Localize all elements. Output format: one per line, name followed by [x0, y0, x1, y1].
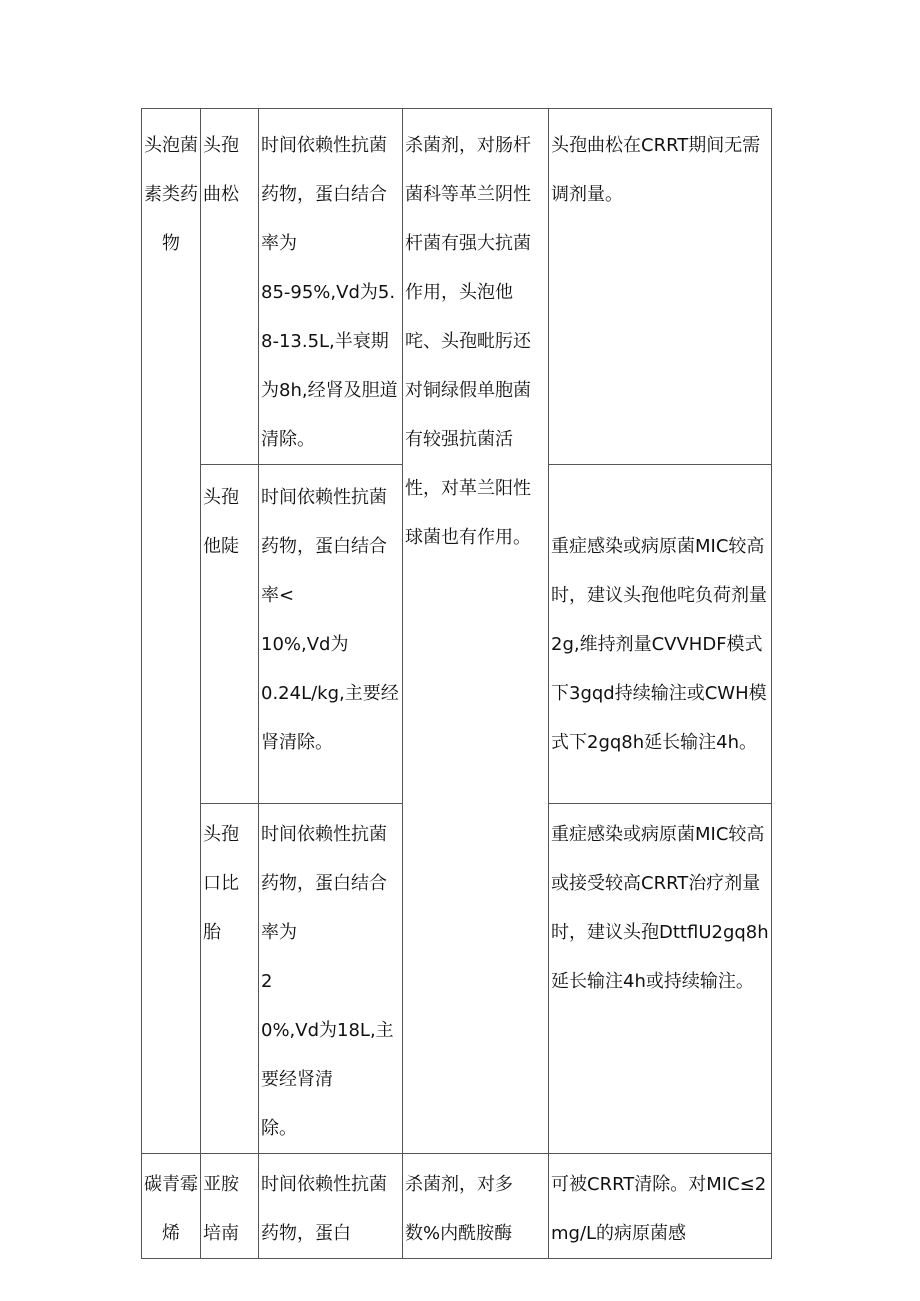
table-row — [142, 109, 772, 465]
crrt-dosing-cell — [549, 1154, 772, 1259]
drug-name-cell — [201, 1154, 259, 1259]
pharmacokinetics-text: 0.24L/kg,主要经肾清除。 — [261, 683, 399, 753]
drug-name-cell — [201, 465, 259, 804]
drug-category: 碳青霉烯 — [144, 1174, 198, 1244]
pharmacokinetics-text: 2 — [261, 971, 273, 992]
table-row — [142, 1154, 772, 1259]
pharmacokinetics-text: 时间依赖性抗菌药物，蛋白结合率< — [261, 487, 387, 606]
pharmacokinetics-text: 85-95%,Vd为5. — [261, 282, 396, 303]
antibacterial-spectrum-cell — [403, 1154, 549, 1259]
pharmacokinetics-text: 0%,Vd为18L,主要经肾清 — [261, 1020, 394, 1090]
drug-category-cell — [142, 109, 201, 1154]
crrt-dosing: 可被CRRT清除。对MIC≤2mg/L的病原菌感 — [551, 1174, 767, 1244]
drug-name: 头孢他陡 — [203, 487, 239, 557]
crrt-dosing-cell — [549, 109, 772, 465]
pharmacokinetics-text: 时间依赖性抗菌药物，蛋白结合率为 — [261, 135, 387, 254]
pharmacokinetics-text: 时间依赖性抗菌药物，蛋白结合率为 — [261, 824, 387, 943]
pharmacokinetics-cell — [259, 804, 403, 1154]
pharmacokinetics-cell — [259, 109, 403, 465]
antibacterial-spectrum-cell — [403, 109, 549, 1154]
drug-name-cell — [201, 109, 259, 465]
drug-name-cell — [201, 804, 259, 1154]
crrt-dosing: 重症感染或病原菌MIC较高时，建议头孢他咤负荷剂量2g,维持剂量CVVHDF模式下3gqd持续输注或CWH模式下2gq8h延长输注4h。 — [551, 536, 767, 753]
pharmacokinetics-text: 时间依赖性抗菌药物，蛋白 — [261, 1174, 387, 1244]
antibacterial-spectrum: 杀菌剂，对多数%内酰胺酶 — [405, 1174, 513, 1244]
crrt-dosing: 头孢曲松在CRRT期间无需调剂量。 — [551, 135, 761, 205]
crrt-dosing-cell — [549, 465, 772, 804]
drug-name: 头孢口比胎 — [203, 824, 239, 943]
drug-category-cell — [142, 1154, 201, 1259]
antibacterial-spectrum: 杀菌剂，对肠杆菌科等革兰阴性杆菌有强大抗菌作用，头泡他咤、头孢毗肟还对铜绿假单胞菌有较强抗菌活性，对革兰阳性球菌也有作用。 — [405, 135, 531, 548]
drug-name: 头孢曲松 — [203, 135, 239, 205]
crrt-dosing-cell — [549, 804, 772, 1154]
drug-name: 亚胺培南 — [203, 1174, 239, 1244]
crrt-dosing: 重症感染或病原菌MIC较高或接受较高CRRT治疗剂量时，建议头孢DttflU2gq8h延长输注4h或持续输注。 — [551, 824, 769, 992]
drug-category: 头泡菌素类药物 — [144, 135, 198, 254]
pharmacokinetics-text: 8-13.5L,半衰期为8h,经肾及胆道清除。 — [261, 331, 398, 450]
pharmacokinetics-text: 10%,Vd为 — [261, 634, 349, 655]
pharmacokinetics-text: 除。 — [261, 1118, 297, 1139]
pharmacokinetics-cell — [259, 1154, 403, 1259]
drug-table — [141, 108, 772, 1259]
pharmacokinetics-cell — [259, 465, 403, 804]
